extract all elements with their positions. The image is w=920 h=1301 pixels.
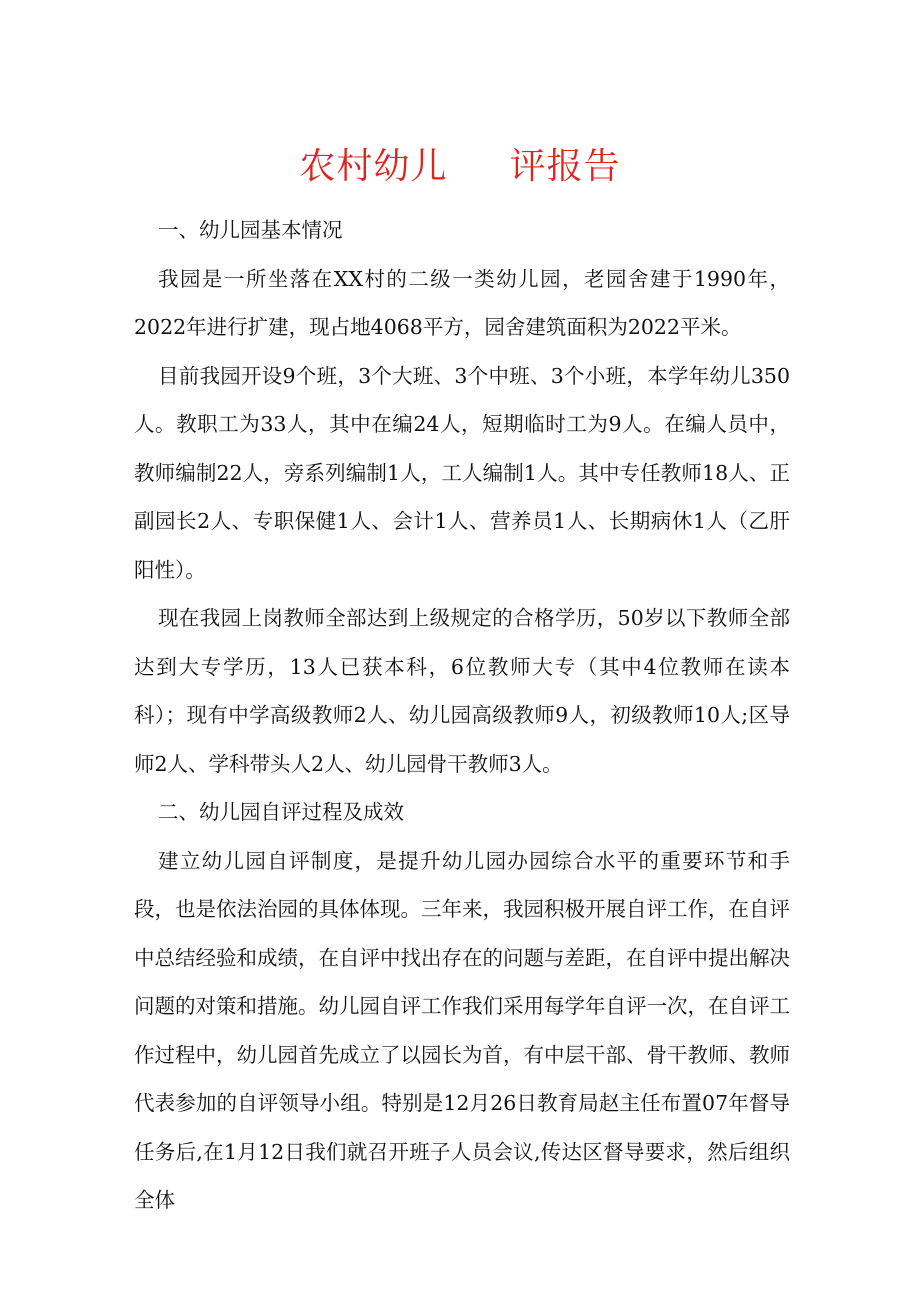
paragraph-location: 我园是一所坐落在XX村的二级一类幼儿园，老园舍建于1990年，2022年进行扩建，现占地4068平方，园舍建筑面积为2022平米。: [134, 266, 790, 339]
document-title: 农村幼儿 评报告: [299, 146, 621, 187]
document-body: [134, 206, 790, 1225]
paragraph-qualifications: 现在我园上岗教师全部达到上级规定的合格学历，50岁以下教师全部达到大专学历，13人已获本科，6位教师大专（其中4位教师在读本科）；现有中学高级教师2人、幼儿园高级教师9人，初级教师10人;区导师2人、学科带头人2人、幼儿园骨干教师3人。: [134, 606, 790, 776]
section-heading-self-evaluation: 二、幼儿园自评过程及成效: [158, 800, 404, 824]
paragraph-self-evaluation: 建立幼儿园自评制度，是提升幼儿园办园综合水平的重要环节和手段，也是依法治园的具体体现。三年来，我园积极开展自评工作，在自评中总结经验和成绩，在自评中找出存在的问题与差距，在自评中提出解决问题的对策和措施。幼儿园自评工作我们采用每学年自评一次，在自评工作过程中，幼儿园首先成立了以园长为首，有中层干部、骨干教师、教师代表参加的自评领导小组。特别是12月26日教育局赵主任布置07年督导任务后,在1月12日我们就召开班子人员会议,传达区督导要求，然后组织全体: [134, 848, 790, 1212]
paragraph-staffing: 目前我园开设9个班，3个大班、3个中班、3个小班，本学年幼儿350人。教职工为33人，其中在编24人，短期临时工为9人。在编人员中，教师编制22人，旁系列编制1人，工人编制1人。其中专任教师18人、正副园长2人、专职保健1人、会计1人、营养员1人、长期病休1人（乙肝阳性）。: [134, 363, 790, 582]
section-heading-basic-info: 一、幼儿园基本情况: [158, 218, 343, 242]
